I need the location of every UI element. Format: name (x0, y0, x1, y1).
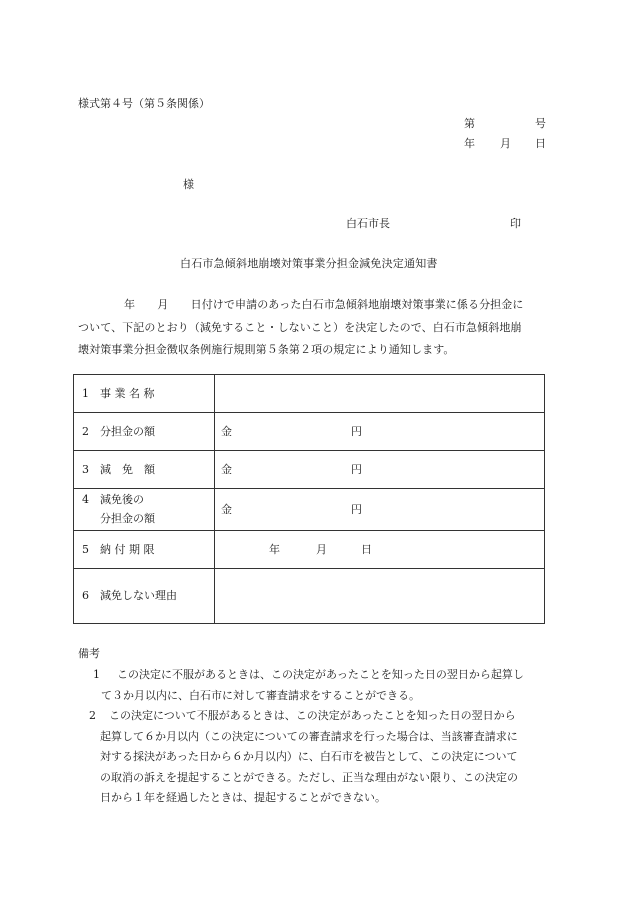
reduction-amount-kin: 金 (221, 463, 232, 476)
issuer-seal: 印 (510, 217, 521, 230)
document-title: 白石市急傾斜地崩壊対策事業分担金減免決定通知書 (180, 257, 438, 270)
table-row (74, 451, 544, 489)
table-row (74, 531, 544, 569)
note-item-2 (89, 706, 559, 810)
after-reduction-kin: 金 (221, 503, 232, 516)
body-line: ついて、下記のとおり（減免すること・しないこと）を決定したので、白石市急傾斜地崩 (78, 320, 522, 334)
table-row (74, 413, 544, 451)
note-line: て３か月以内に、白石市に対して審査請求をすることができる。 (101, 688, 420, 702)
deadline-month: 月 (316, 543, 327, 556)
row-label-no-reduction-reason: 6 減免しない理由 (82, 589, 177, 602)
note-line: の取消の訴えを提起することができる。ただし、正当な理由がない限り、この決定の (100, 770, 518, 784)
table-row (74, 489, 544, 531)
note-item-1 (93, 665, 553, 707)
doc-number-dai: 第 (464, 117, 475, 130)
note-line: この決定について不服があるときは、この決定があったことを知った日の翌日から (109, 709, 516, 722)
body-paragraph (78, 294, 548, 362)
row-label-after-reduction-line2: 分担金の額 (100, 512, 155, 525)
date-month: 月 (500, 137, 511, 150)
row-label-project-name: 1 事 業 名 称 (82, 387, 155, 400)
date-year: 年 (464, 137, 475, 150)
after-reduction-yen: 円 (351, 503, 362, 516)
row-label-reduction-amount: 3 減 免 額 (82, 463, 155, 476)
body-line: 年 月 日付けで申請のあった白石市急傾斜地崩壊対策事業に係る分担金に (124, 298, 524, 311)
row-label-share-amount: 2 分担金の額 (82, 425, 155, 438)
note-number: 2 (89, 709, 96, 722)
deadline-day: 日 (361, 543, 372, 556)
issuer-name: 白石市長 (346, 217, 390, 230)
table-row (74, 569, 544, 623)
body-line: 壊対策事業分担金徴収条例施行規則第５条第２項の規定により通知します。 (78, 343, 455, 356)
addressee-sama: 様 (183, 178, 194, 191)
share-amount-yen: 円 (351, 425, 362, 438)
share-amount-kin: 金 (221, 425, 232, 438)
deadline-year: 年 (269, 543, 280, 556)
row-label-after-reduction: 4 減免後の (82, 493, 144, 506)
table-row (74, 375, 544, 413)
row-label-payment-deadline: 5 納 付 期 限 (82, 543, 155, 556)
note-number: 1 (93, 668, 100, 681)
notes-heading: 備考 (78, 647, 100, 660)
doc-number-go: 号 (535, 117, 546, 130)
note-line: 起算して６か月以内（この決定についての審査請求を行った場合は、当該審査請求に (100, 729, 518, 743)
date-day: 日 (535, 137, 546, 150)
note-line: この決定に不服があるときは、この決定があったことを知った日の翌日から起算し (117, 668, 524, 681)
form-label: 様式第４号（第５条関係） (78, 97, 210, 110)
note-line: 日から１年を経過したときは、提起することができない。 (100, 791, 386, 804)
note-line: 対する採決があった日から６か月以内）に、白石市を被告として、この決定について (100, 750, 518, 763)
reduction-amount-yen: 円 (351, 463, 362, 476)
details-table (73, 374, 545, 624)
